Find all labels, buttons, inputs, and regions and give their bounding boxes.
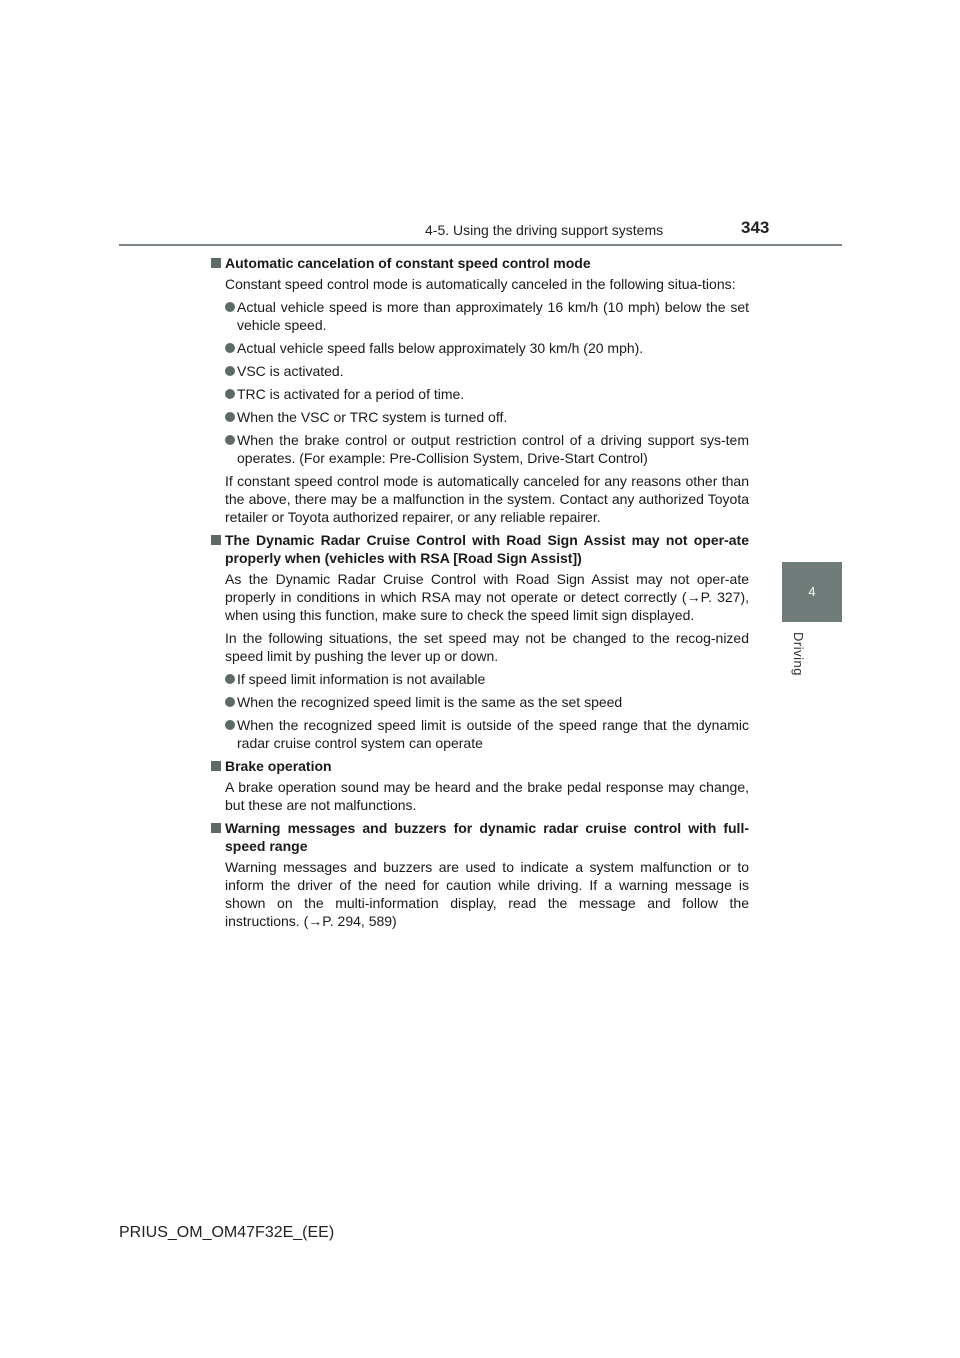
section-heading-auto-cancel: Automatic cancelation of constant speed control mode xyxy=(211,254,749,272)
page-content xyxy=(211,254,749,935)
list-item: Actual vehicle speed falls below approximately 30 km/h (20 mph). xyxy=(211,339,749,357)
circle-bullet-icon xyxy=(225,674,235,684)
page-number: 343 xyxy=(741,218,770,237)
circle-bullet-icon xyxy=(225,412,235,422)
page-header xyxy=(0,0,960,250)
bullet-list xyxy=(211,670,749,752)
chapter-tab-label: Driving xyxy=(791,632,806,676)
section-heading-brake: Brake operation xyxy=(211,757,749,775)
header-rule xyxy=(119,244,842,246)
circle-bullet-icon xyxy=(225,435,235,445)
bullet-list xyxy=(211,298,749,467)
list-item: If speed limit information is not available xyxy=(211,670,749,688)
circle-bullet-icon xyxy=(225,343,235,353)
list-item: VSC is activated. xyxy=(211,362,749,380)
section-title: 4-5. Using the driving support systems xyxy=(425,222,664,238)
square-bullet-icon xyxy=(211,823,221,833)
section-paragraph: In the following situations, the set speed may not be changed to the recog-nized speed limit by pushing the lever up or down. xyxy=(225,630,749,664)
document-code: PRIUS_OM_OM47F32E_(EE) xyxy=(119,1224,335,1241)
circle-bullet-icon xyxy=(225,697,235,707)
circle-bullet-icon xyxy=(225,302,235,312)
list-item: When the VSC or TRC system is turned off. xyxy=(211,408,749,426)
list-item: TRC is activated for a period of time. xyxy=(211,385,749,403)
list-item: When the recognized speed limit is the same as the set speed xyxy=(211,693,749,711)
list-item: When the recognized speed limit is outside of the speed range that the dynamic radar cruise control system can operate xyxy=(211,716,749,752)
section-outro: If constant speed control mode is automatically canceled for any reasons other than the above, there may be a malfunction in the system. Contact any authorized Toyota retailer or Toyota authorized repairer, or any reliable repairer. xyxy=(225,473,749,525)
circle-bullet-icon xyxy=(225,720,235,730)
circle-bullet-icon xyxy=(225,366,235,376)
square-bullet-icon xyxy=(211,535,221,545)
section-paragraph: As the Dynamic Radar Cruise Control with Road Sign Assist may not oper-ate properly in conditions in which RSA may not operate or detect correctly (→P. 327), when using this function, make sure to check the speed limit sign displayed. xyxy=(225,571,749,623)
list-item: Actual vehicle speed is more than approximately 16 km/h (10 mph) below the set vehicle speed. xyxy=(211,298,749,334)
section-intro: Constant speed control mode is automatically canceled in the following situa-tions: xyxy=(225,276,736,292)
list-item: When the brake control or output restriction control of a driving support sys-tem operates. (For example: Pre-Collision System, Drive-Start Control) xyxy=(211,431,749,467)
chapter-tab-number: 4 xyxy=(808,584,816,599)
square-bullet-icon xyxy=(211,258,221,268)
section-paragraph: A brake operation sound may be heard and the brake pedal response may change, but these are not malfunctions. xyxy=(225,779,749,813)
chapter-tab[interactable] xyxy=(782,562,842,622)
section-heading-warnings: Warning messages and buzzers for dynamic radar cruise control with full-speed range xyxy=(211,819,749,855)
square-bullet-icon xyxy=(211,761,221,771)
section-heading-rsa: The Dynamic Radar Cruise Control with Road Sign Assist may not oper-ate properly when (vehicles with RSA [Road Sign Assist]) xyxy=(211,531,749,567)
section-paragraph: Warning messages and buzzers are used to indicate a system malfunction or to inform the driver of the need for caution while driving. If a warning message is shown on the multi-information display, read the message and follow the instructions. (→P. 294, 589) xyxy=(225,859,749,929)
circle-bullet-icon xyxy=(225,389,235,399)
